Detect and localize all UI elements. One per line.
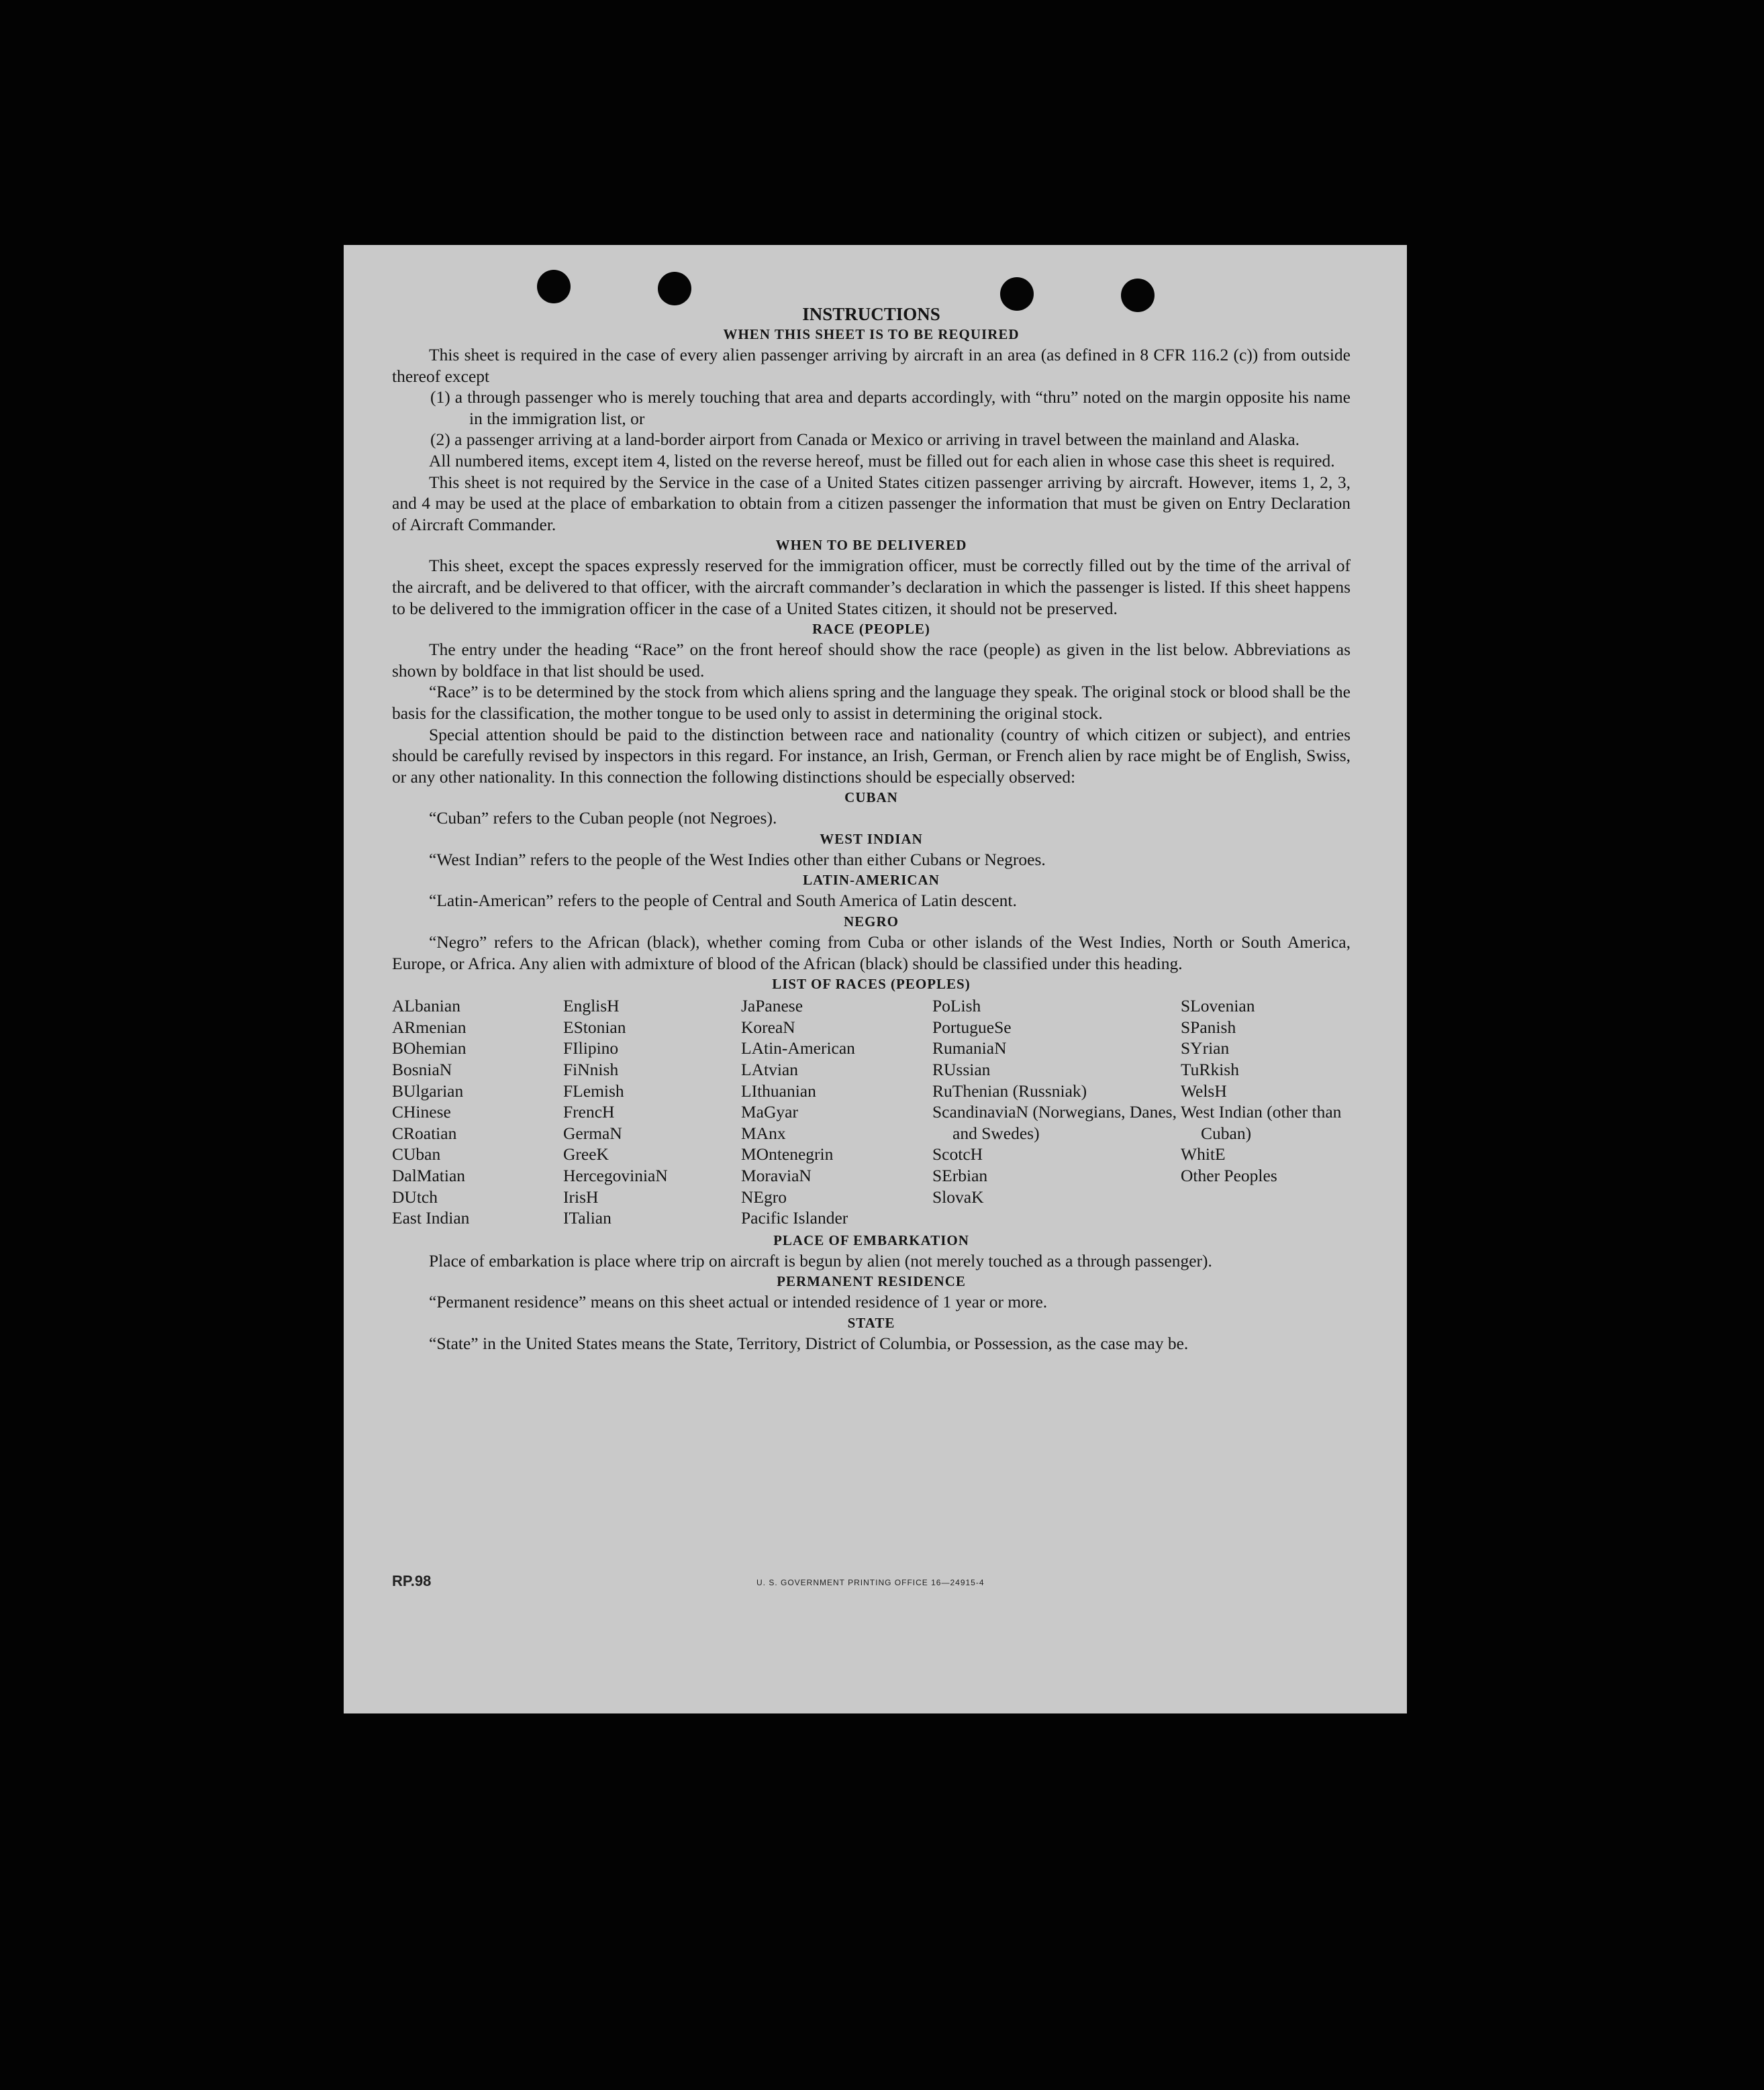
race-entry: WelsH [1181,1081,1227,1101]
race-entry: ScotcH [932,1144,983,1164]
section-heading-west-indian: WEST INDIAN [820,830,923,847]
race-paragraph-2: “Race” is to be determined by the stock from which aliens spring and the language they speak. The original stock or blood shall be the basis for the classification, the mother tongue to be used only to assist in determining the original stock. [392,682,1351,723]
race-paragraph-1: The entry under the heading “Race” on the front hereof should show the race (people) as given in the list below. Abbreviations as shown by boldface in that list should be used. [392,640,1351,681]
section-heading-residence: PERMANENT RESIDENCE [777,1273,966,1290]
instructions-content [392,304,1351,1354]
race-entry: GreeK [563,1144,609,1164]
race-entry: CRoatian [392,1123,457,1143]
races-list [392,995,1351,1229]
race-entry: CUban [392,1144,441,1164]
west-indian-text: “West Indian” refers to the people of the West Indies other than either Cubans or Negroes. [429,849,1046,869]
race-entry: TuRkish [1181,1060,1239,1080]
race-entry: EnglisH [563,996,620,1016]
race-entry: KoreaN [741,1017,795,1037]
race-entry: MOntenegrin [741,1144,834,1164]
residence-text: “Permanent residence” means on this sheet actual or intended residence of 1 year or more. [429,1292,1048,1312]
required-intro: This sheet is required in the case of every alien passenger arriving by aircraft in an area (as defined in 8 CFR 116.2 (c)) from outside thereof except [392,345,1351,386]
section-heading-cuban: CUBAN [844,789,898,806]
race-entry: ARmenian [392,1017,467,1037]
race-entry: GermaN [563,1123,622,1143]
section-heading-races-list: LIST OF RACES (PEOPLES) [772,976,971,993]
section-heading-race: RACE (PEOPLE) [812,621,930,638]
race-entry: FrencH [563,1102,615,1122]
section-heading-embarkation: PLACE OF EMBARKATION [773,1232,969,1248]
race-entry: FLemish [563,1081,624,1101]
race-entry: DUtch [392,1187,438,1207]
race-entry: BosniaN [392,1060,452,1080]
exception-item-2: (2) a passenger arriving at a land-border airport from Canada or Mexico or arriving in travel between the mainland and Alaska. [430,430,1300,450]
race-entry: FiNnish [563,1060,619,1080]
races-column [563,995,741,1229]
race-entry: CHinese [392,1102,451,1122]
race-entry: EStonian [563,1017,626,1037]
race-entry: West Indian (other than Cuban) [1181,1102,1342,1143]
printer-imprint: U. S. GOVERNMENT PRINTING OFFICE 16—24915-4 [756,1578,985,1587]
section-heading-required: WHEN THIS SHEET IS TO BE REQUIRED [723,326,1020,342]
race-entry: JaPanese [741,996,803,1016]
race-entry: MoraviaN [741,1166,812,1185]
race-entry: LAtvian [741,1060,798,1080]
races-column [741,995,932,1229]
required-paragraph-3: This sheet is not required by the Service in the case of a United States citizen passenger arriving by aircraft. However, items 1, 2, 3, and 4 may be used at the place of embarkation to obtain from a citizen passenger the information that must be given on Entry Declaration of Aircraft Commander. [392,472,1351,534]
latin-american-text: “Latin-American” refers to the people of Central and South America of Latin descent. [429,891,1017,911]
race-entry: LIthuanian [741,1081,816,1101]
race-entry: NEgro [741,1187,787,1207]
races-column [1181,995,1351,1229]
race-entry: DalMatian [392,1166,466,1185]
race-entry: RumaniaN [932,1038,1007,1058]
race-entry: SPanish [1181,1017,1236,1037]
race-entry: BUlgarian [392,1081,464,1101]
race-entry: SLovenian [1181,996,1255,1016]
race-entry: ITalian [563,1208,611,1228]
race-entry: MaGyar [741,1102,798,1122]
cuban-text: “Cuban” refers to the Cuban people (not Negroes). [429,808,777,828]
race-entry: SErbian [932,1166,988,1185]
section-heading-delivered: WHEN TO BE DELIVERED [775,537,967,554]
exception-item-1: (1) a through passenger who is merely touching that area and departs accordingly, with “thru” noted on the margin opposite his name in the immigration list, or [430,387,1351,428]
state-text: “State” in the United States means the State, Territory, District of Columbia, or Possession, as the case may be. [429,1333,1189,1353]
race-entry: MAnx [741,1123,786,1143]
race-entry: LAtin-American [741,1038,855,1058]
delivered-text: This sheet, except the spaces expressly reserved for the immigration officer, must be correctly filled out by the time of the arrival of the aircraft, and be delivered to that officer, with the aircraft commander’s declaration in which the passenger is listed. If this sheet happens to be delivered to the immigration officer in the case of a United States citizen, it should not be preserved. [392,556,1351,618]
race-entry: HercegoviniaN [563,1166,668,1185]
race-entry: ALbanian [392,996,460,1016]
race-entry: Pacific Islander [741,1208,848,1228]
race-entry: ScandinaviaN (Norwegians, Danes, and Swedes) [932,1102,1177,1143]
form-number: RP.98 [392,1573,432,1589]
race-entry: RuThenian (Russniak) [932,1081,1087,1101]
race-entry: PoLish [932,996,981,1016]
race-entry: SYrian [1181,1038,1230,1058]
section-heading-state: STATE [847,1314,895,1331]
race-entry: SlovaK [932,1187,984,1207]
race-entry: IrisH [563,1187,599,1207]
race-entry: PortugueSe [932,1017,1012,1037]
race-entry: WhitE [1181,1144,1226,1164]
embarkation-text: Place of embarkation is place where trip on aircraft is begun by alien (not merely touched as a through passenger). [429,1250,1212,1271]
punch-hole [658,272,691,305]
race-entry: East Indian [392,1208,470,1228]
race-paragraph-3: Special attention should be paid to the distinction between race and nationality (country of which citizen or subject), and entries should be carefully revised by inspectors in this regard. For instance, an Irish, German, or French alien by race might be of English, Swiss, or any other nationality. In this connection the following distinctions should be especially observed: [392,724,1351,787]
section-heading-latin-american: LATIN-AMERICAN [803,872,940,889]
section-heading-negro: NEGRO [843,913,899,930]
race-entry: Other Peoples [1181,1166,1277,1185]
race-entry: BOhemian [392,1038,467,1058]
page-title: INSTRUCTIONS [802,304,940,324]
race-entry: FIlipino [563,1038,619,1058]
required-paragraph-2: All numbered items, except item 4, listed on the reverse hereof, must be filled out for each alien in whose case this sheet is required. [429,450,1335,470]
race-entry: RUssian [932,1060,991,1080]
races-column [932,995,1181,1229]
negro-text: “Negro” refers to the African (black), whether coming from Cuba or other islands of the West Indies, North or South America, Europe, or Africa. Any alien with admixture of blood of the African (black) should be classified under this heading. [392,932,1351,973]
document-page [344,245,1407,1713]
races-column [392,995,563,1229]
punch-hole [537,270,571,303]
